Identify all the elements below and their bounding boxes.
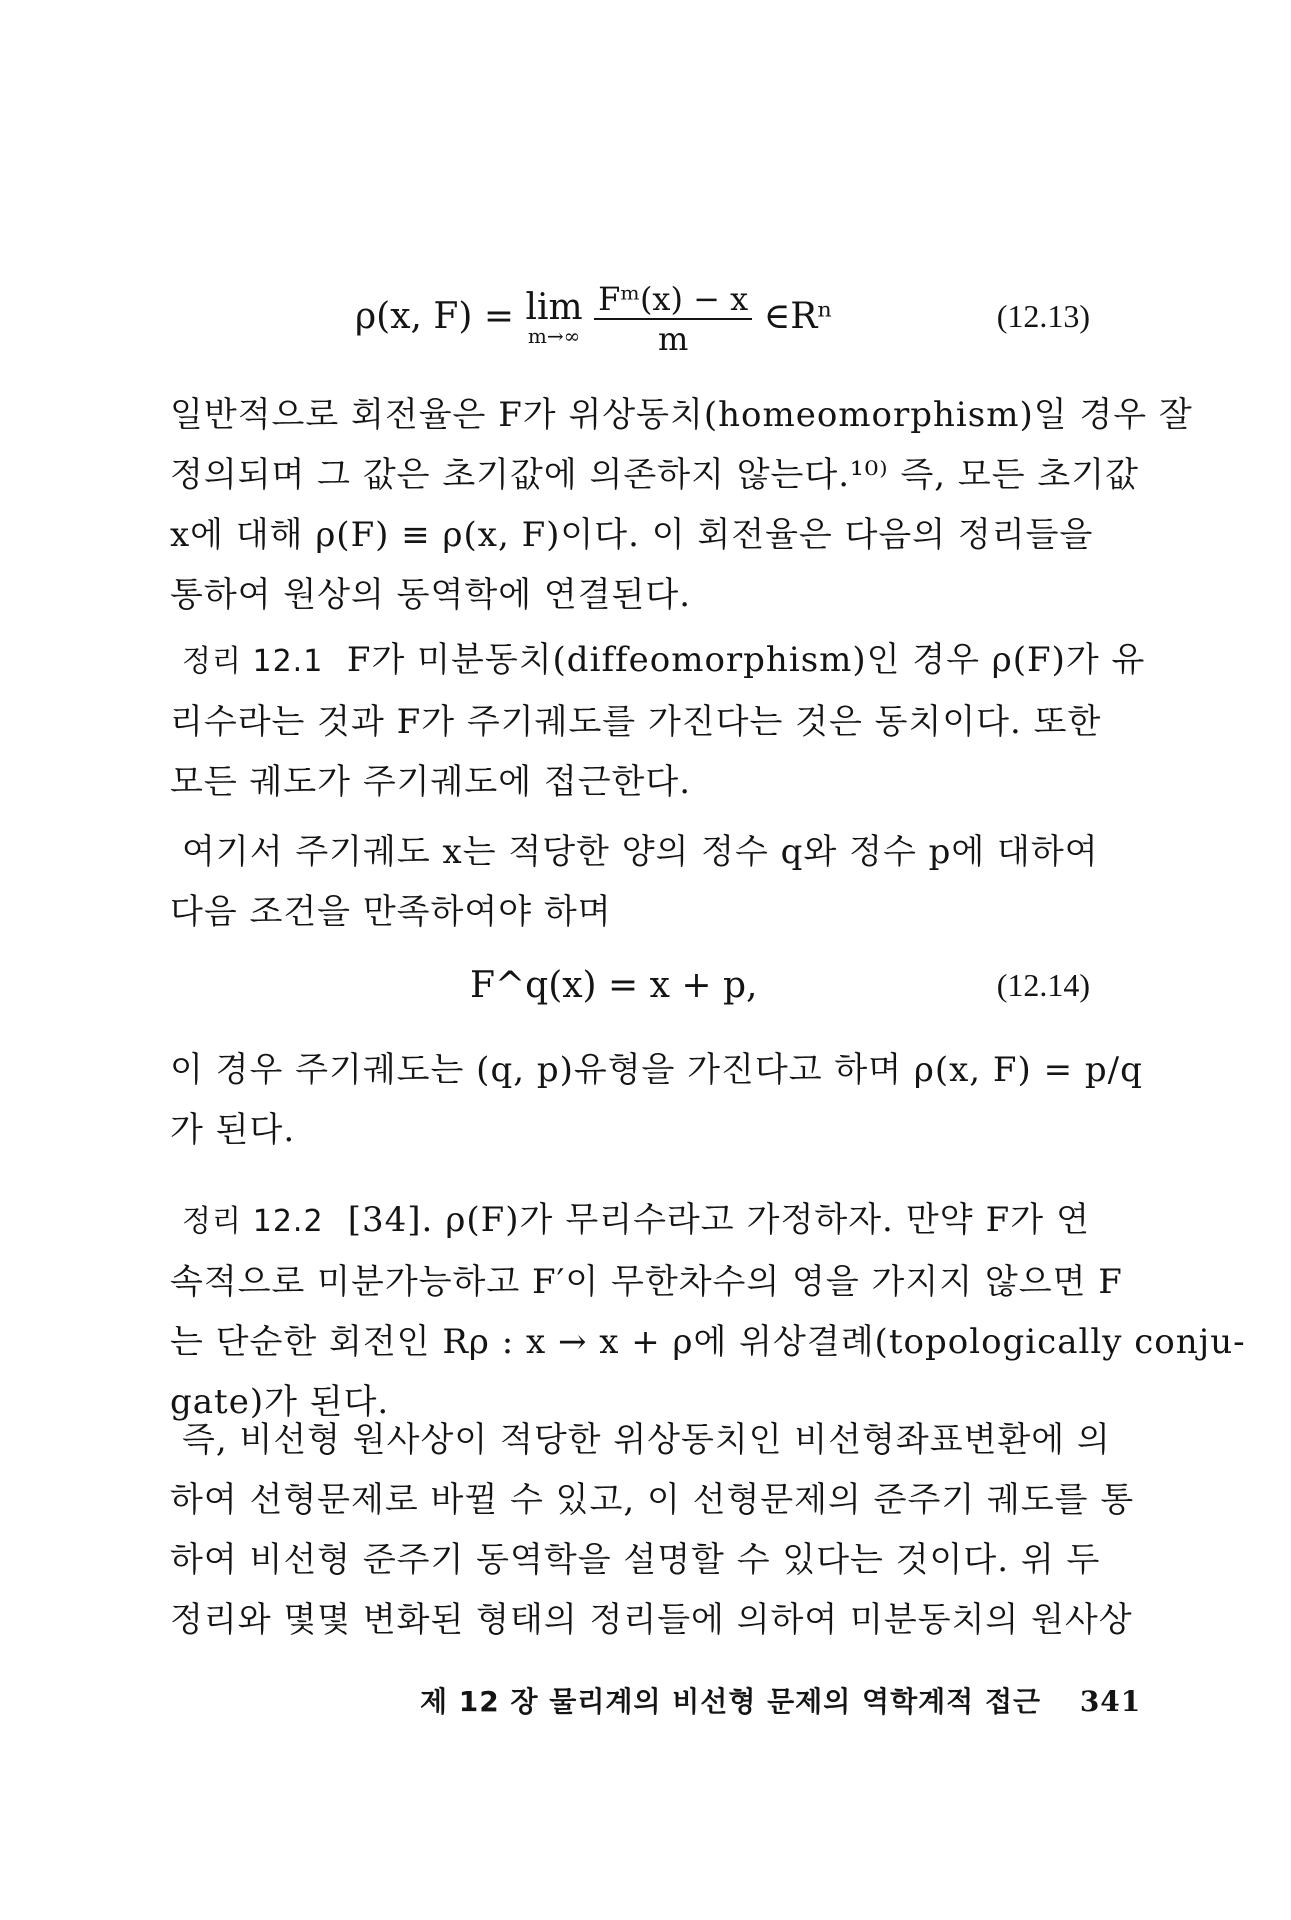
paragraph-orbit-type <box>170 1040 1143 1160</box>
equation-rhs: ∈Rⁿ <box>763 296 833 337</box>
limit-text: lim <box>525 287 583 328</box>
theorem-12-1 <box>170 630 1146 812</box>
text-line <box>170 1190 1090 1252</box>
limit-operator <box>525 287 583 348</box>
text-line: 다음 조건을 만족하여야 하며 <box>170 892 612 932</box>
equation-number: (12.13) <box>996 298 1090 334</box>
fraction-denominator: m <box>657 320 689 358</box>
text-line: 여기서 주기궤도 x는 적당한 양의 정수 q와 정수 p에 대하여 <box>182 832 1099 872</box>
text-line <box>170 630 1146 692</box>
text-line: x에 대해 ρ(F) ≡ ρ(x, F)이다. 이 회전율은 다음의 정리들을 <box>170 515 1094 555</box>
running-head: 제 12 장 물리계의 비선형 문제의 역학계적 접근 <box>420 1685 1042 1718</box>
text-line: 는 단순한 회전인 Rρ : x → x + ρ에 위상결례(topologically conju- <box>170 1322 1246 1362</box>
page-footer <box>420 1680 1141 1720</box>
theorem-12-2 <box>170 1190 1246 1432</box>
fraction-numerator: Fᵐ(x) − x <box>594 280 752 320</box>
text-line: 리수라는 것과 F가 주기궤도를 가진다는 것은 동치이다. 또한 <box>170 702 1102 742</box>
theorem-text: [34]. ρ(F)가 무리수라고 가정하자. 만약 F가 연 <box>347 1200 1091 1240</box>
text-line: gate)가 된다. <box>170 1382 390 1422</box>
equation-12-13 <box>0 280 1291 360</box>
fraction <box>594 280 752 358</box>
text-line: 일반적으로 회전율은 F가 위상동치(homeomorphism)일 경우 잘 <box>170 395 1193 435</box>
limit-subscript: m→∞ <box>527 324 581 348</box>
theorem-label: 정리 12.2 <box>182 1204 324 1239</box>
text-line: 모든 궤도가 주기궤도에 접근한다. <box>170 762 692 802</box>
text-line: 가 된다. <box>170 1110 296 1150</box>
text-line: 이 경우 주기궤도는 (q, p)유형을 가진다고 하며 ρ(x, F) = p/q <box>170 1050 1143 1090</box>
equation-expression: F^q(x) = x + p, <box>470 965 758 1006</box>
text-line: 정리와 몇몇 변화된 형태의 정리들에 의하여 미분동치의 원사상 <box>170 1600 1133 1640</box>
text-line: 속적으로 미분가능하고 F′이 무한차수의 영을 가지지 않으면 F <box>170 1262 1123 1302</box>
paragraph-periodic-orbit <box>170 822 1099 942</box>
theorem-label: 정리 12.1 <box>182 644 324 679</box>
equation-12-14 <box>0 955 1291 1035</box>
text-line: 하여 비선형 준주기 동역학을 설명할 수 있다는 것이다. 위 두 <box>170 1540 1101 1580</box>
paragraph-rotation-number <box>170 385 1193 625</box>
equation-number: (12.14) <box>996 967 1090 1003</box>
page-number: 341 <box>1079 1685 1142 1718</box>
equation-lhs: ρ(x, F) = <box>355 296 515 337</box>
paragraph-conclusion <box>170 1410 1135 1650</box>
text-line: 즉, 비선형 원사상이 적당한 위상동치인 비선형좌표변환에 의 <box>182 1420 1111 1460</box>
theorem-text: F가 미분동치(diffeomorphism)인 경우 ρ(F)가 유 <box>346 640 1146 680</box>
text-line: 통하여 원상의 동역학에 연결된다. <box>170 575 692 615</box>
text-line: 하여 선형문제로 바뀔 수 있고, 이 선형문제의 준주기 궤도를 통 <box>170 1480 1135 1520</box>
text-line: 정의되며 그 값은 초기값에 의존하지 않는다.¹⁰⁾ 즉, 모든 초기값 <box>170 455 1139 495</box>
